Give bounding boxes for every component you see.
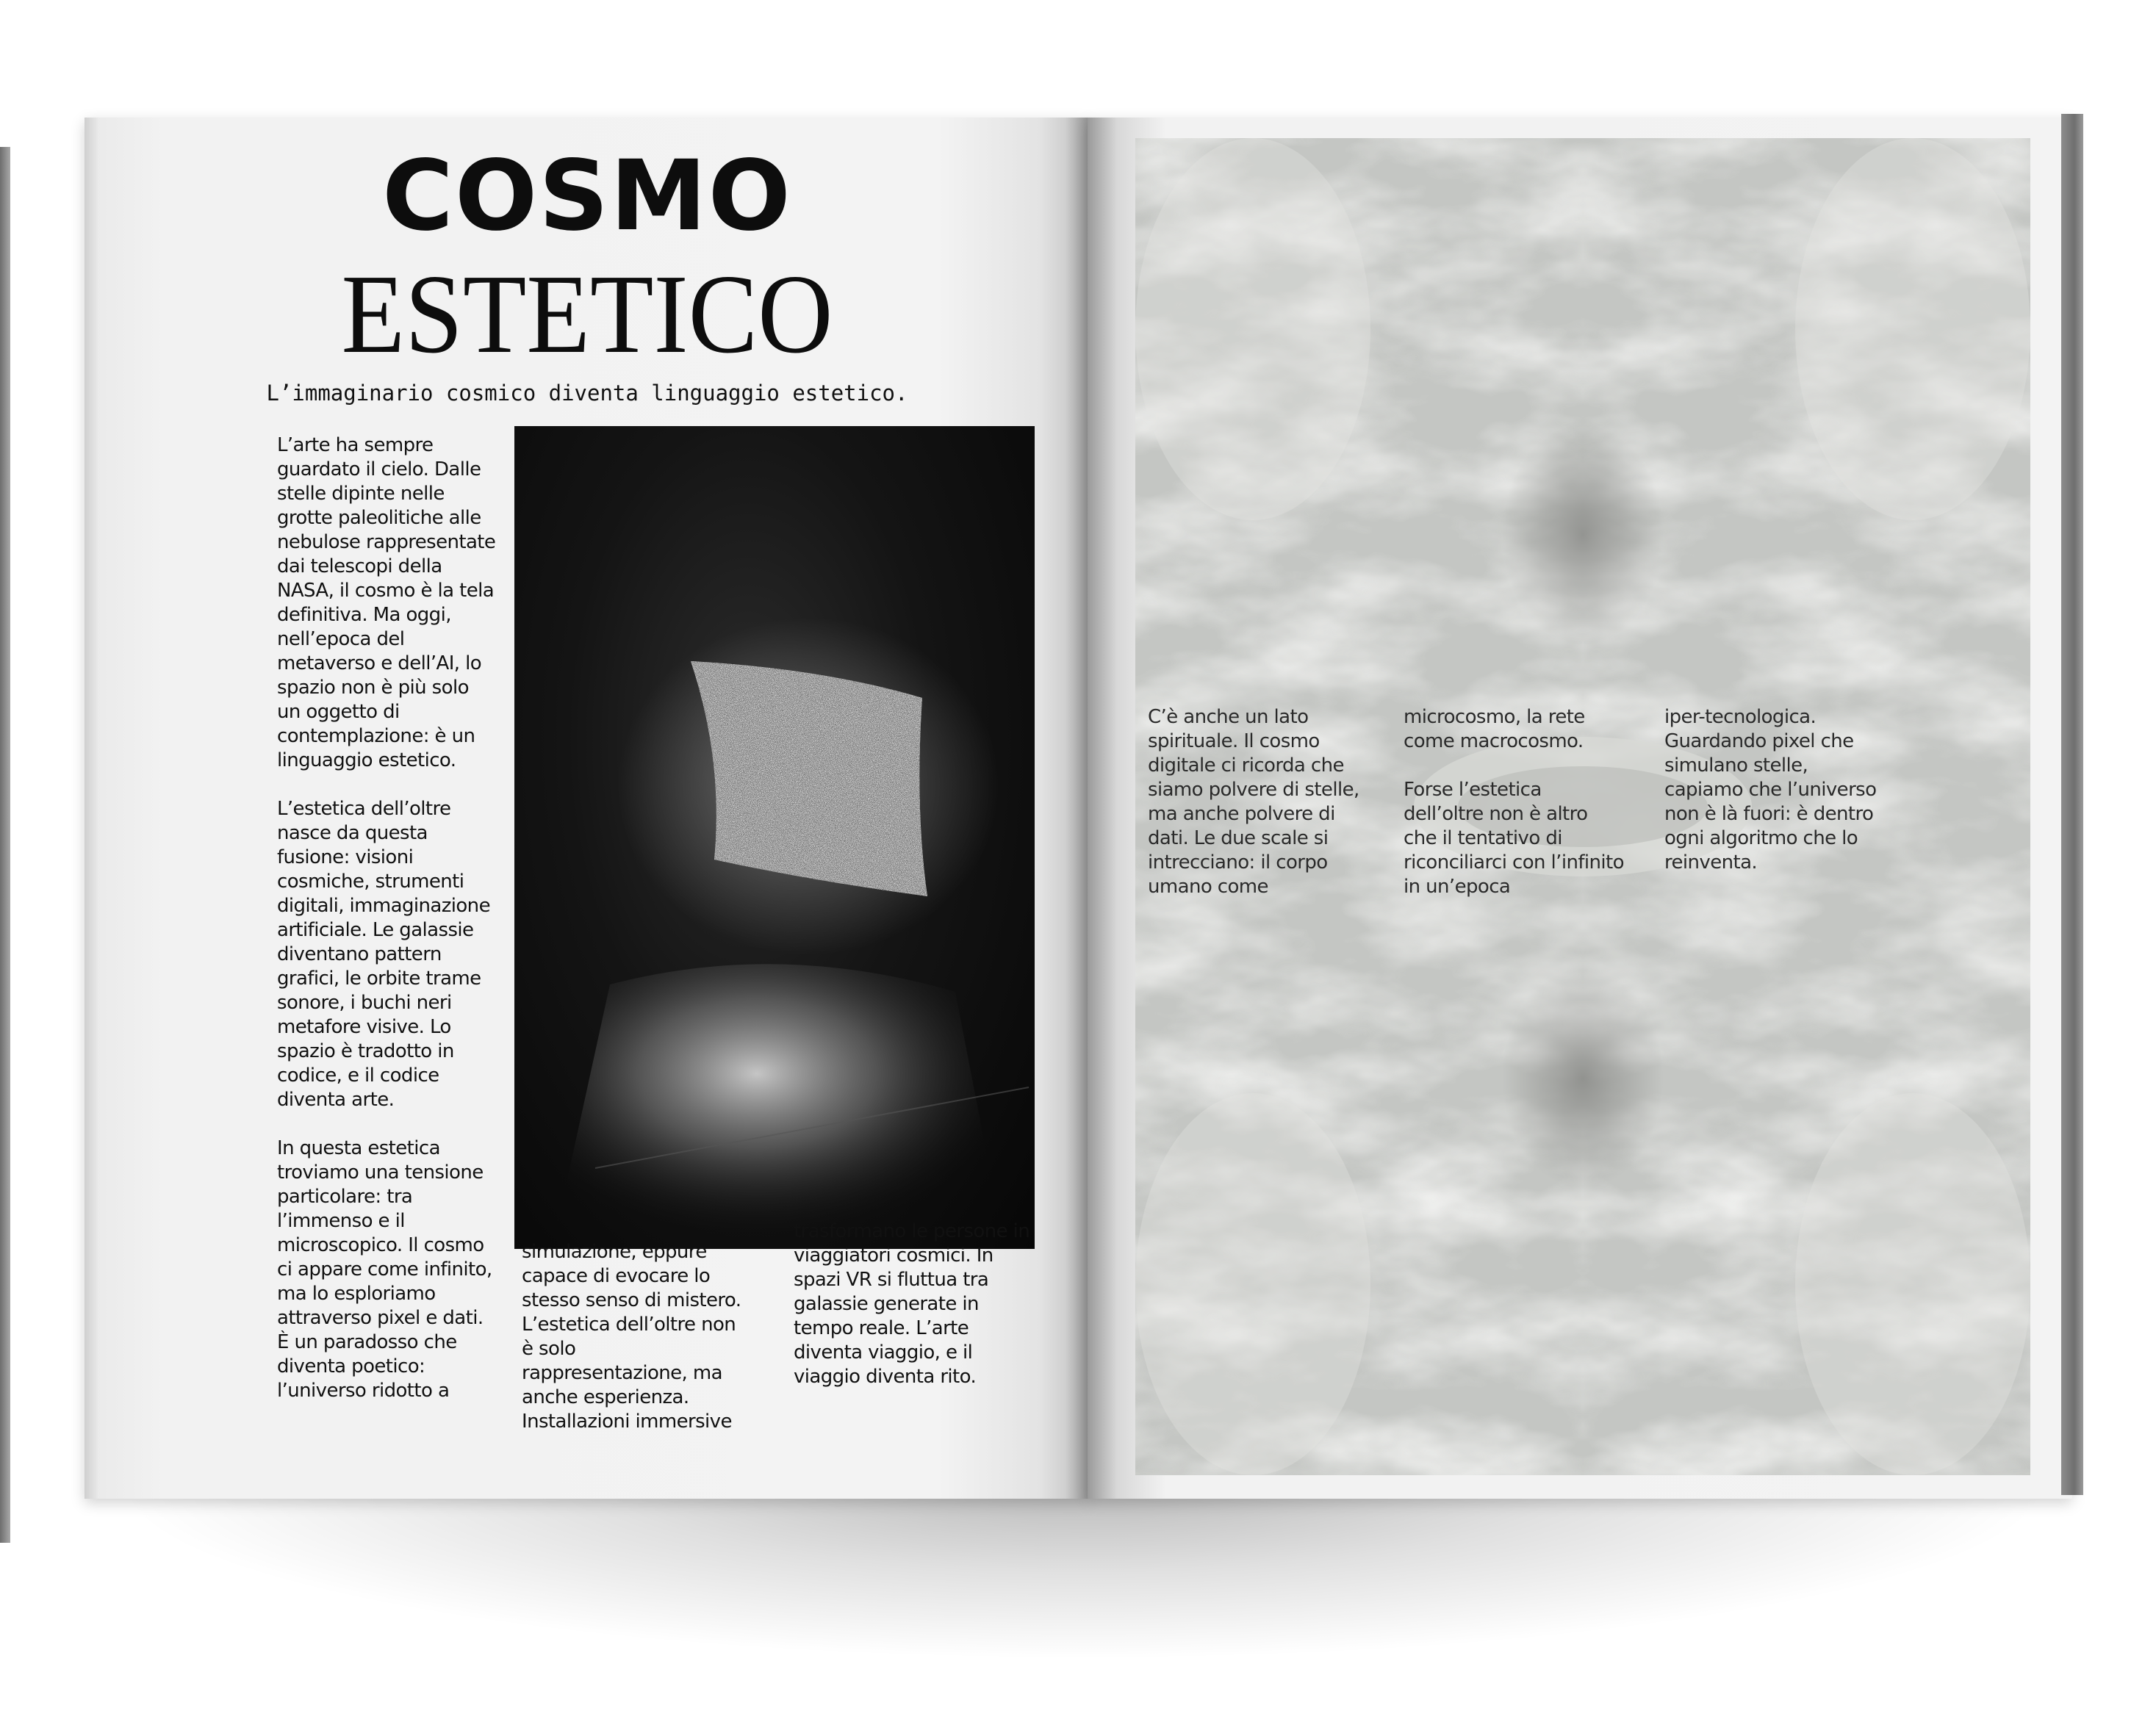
left-page [85,118,1090,1499]
paragraph: Forse l’estetica dell’oltre non è altro che il tentativo di riconciliarci con l’infinito in un’epoca [1404,779,1624,898]
paragraph: In questa estetica troviamo una tensione particolare: tra l’immenso e il microscopico. Il cosmo ci appare come infinito, ma lo esploriamo attraverso pixel e dati. È un paradosso che diventa poetico: l’universo ridotto a [277,1137,492,1402]
title-line-2: ESTETICO [341,252,833,377]
paragraph: microcosmo, la rete come macrocosmo. [1404,706,1585,752]
right-text-column-1 [1148,705,1368,899]
tv-static-photo [514,426,1035,1249]
page-stack-edge [2061,114,2083,1495]
text-column-left [277,433,497,1403]
paragraph: simulazione, eppure capace di evocare lo stesso senso di mistero. L’estetica dell’oltre non è solo rappresentazione, ma anche esperienza. Installazioni immersive [522,1241,741,1433]
paragraph: C’è anche un lato spirituale. Il cosmo digitale ci ricorda che siamo polvere di stelle, ma anche polvere di dati. Le due scale si intrecciano: il corpo umano come [1148,706,1359,898]
right-page [1088,118,2072,1499]
text-column-right [794,1220,1036,1389]
paragraph: iper-tecnologica. Guardando pixel che simulano stelle, capiamo che l’universo non è là fuori: è dentro ogni algoritmo che lo reinventa. [1664,706,1877,874]
right-text-column-3 [1664,705,1877,875]
paragraph: L’estetica dell’oltre nasce da questa fusione: visioni cosmiche, strumenti digitali, immaginazione artificiale. Le galassie diventano pattern grafici, le orbite trame sonore, i buchi neri metafore visive. Lo spazio è tradotto in codice, e il codice diventa arte. [277,798,490,1111]
tv-static-illustration [514,426,1035,1249]
right-text-column-2 [1404,705,1624,899]
paragraph: trasformano le persone in viaggiatori cosmici. In spazi VR si fluttua tra galassie generate in tempo reale. L’arte diventa viaggio, e il viaggio diventa rito. [794,1220,1030,1388]
subtitle: L’immaginario cosmico diventa linguaggio estetico. [266,381,908,406]
paragraph: L’arte ha sempre guardato il cielo. Dalle stelle dipinte nelle grotte paleolitiche alle nebulose rappresentate dai telescopi della NASA, il cosmo è la tela definitiva. Ma oggi, nell’epoca del metaverso e dell’AI, lo spazio non è più solo un oggetto di contemplazione: è un linguaggio estetico. [277,434,496,771]
title-line-1: COSMO [382,140,792,253]
adjacent-magazine-edge [0,147,10,1543]
text-column-middle [522,1240,742,1434]
